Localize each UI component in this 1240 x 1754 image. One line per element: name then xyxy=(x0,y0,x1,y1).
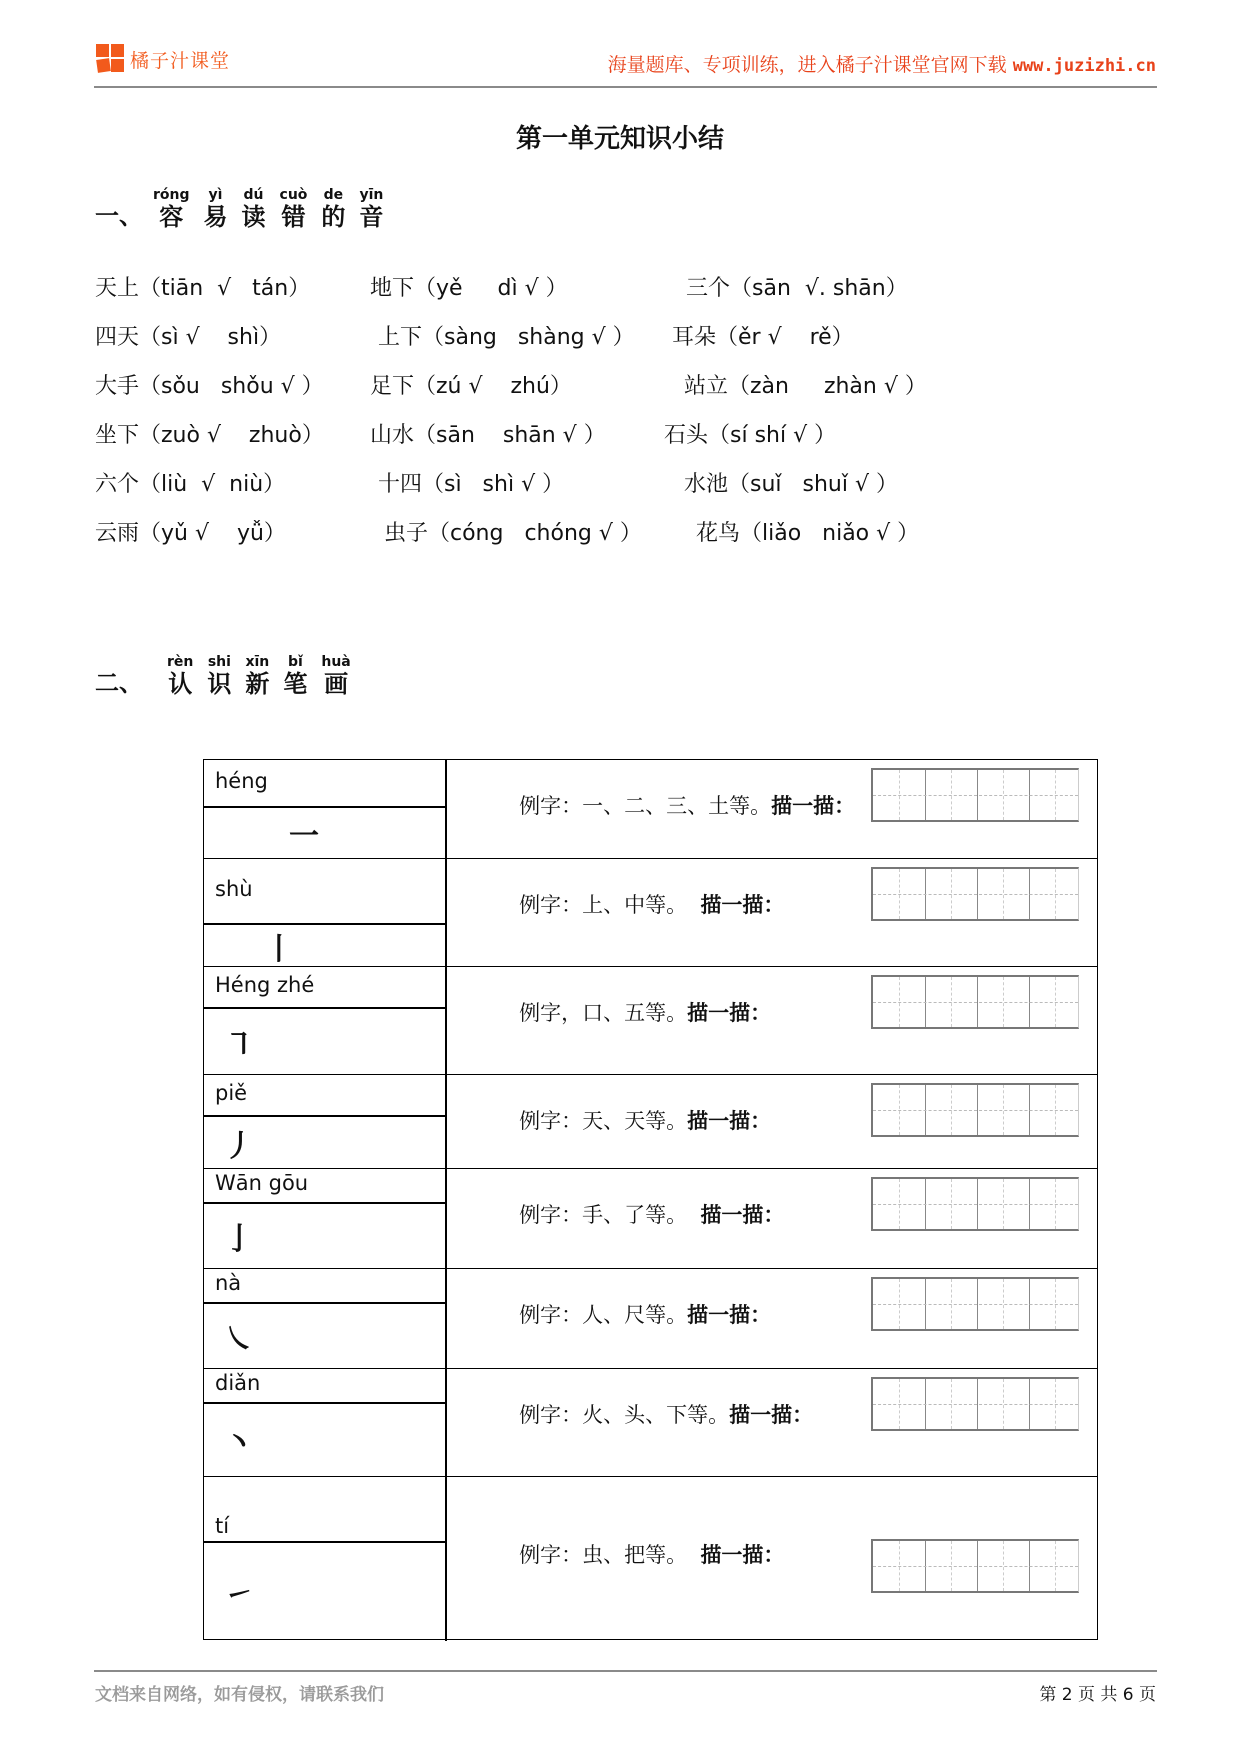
example-chars: 例字：人、尺等。 xyxy=(519,1303,688,1327)
tracing-grid[interactable] xyxy=(871,975,1079,1029)
ruby-char xyxy=(283,654,307,698)
example-chars: 例字：上、中等。 xyxy=(519,893,701,917)
example-cell xyxy=(447,1169,1097,1268)
example-chars: 例字：火、头、下等。 xyxy=(519,1403,730,1427)
stroke-name: Wān gōu xyxy=(204,1169,445,1204)
word-item: 大手（sǒu shǒu √ ） xyxy=(95,374,324,399)
word-item: 虫子（cóng chóng √ ） xyxy=(384,521,642,546)
word-item: 坐下（zuò √ zhuò） xyxy=(95,423,324,448)
stroke-cell xyxy=(204,760,447,858)
stroke-glyph-box xyxy=(204,1304,445,1368)
brand-logo xyxy=(96,44,230,74)
word-item: 耳朵（ěr √ rě） xyxy=(672,325,854,350)
trace-label: 描一描： xyxy=(700,1542,785,1567)
trace-label: 描一描： xyxy=(700,1202,785,1227)
tracing-grid[interactable] xyxy=(871,1377,1079,1431)
word-item: 地下（yě dì √ ） xyxy=(370,276,568,301)
word-item: 足下（zú √ zhú） xyxy=(370,374,572,399)
example-cell xyxy=(447,1269,1097,1368)
hanzi: 容 xyxy=(159,202,184,231)
stroke-row xyxy=(204,1168,1097,1268)
stroke-row xyxy=(204,1368,1097,1476)
tracing-grid[interactable] xyxy=(871,867,1079,921)
pinyin: bǐ xyxy=(287,654,303,670)
footer-divider xyxy=(94,1670,1157,1672)
ruby-char xyxy=(242,187,266,231)
pinyin: dú xyxy=(243,187,264,203)
stroke-glyph: 丶 xyxy=(224,1426,254,1461)
stroke-row xyxy=(204,858,1097,966)
tracing-grid[interactable] xyxy=(871,768,1079,822)
stroke-glyph-box xyxy=(204,1117,445,1168)
hanzi: 错 xyxy=(281,202,306,231)
stroke-name: tí xyxy=(204,1477,445,1543)
word-item: 站立（zàn zhàn √ ） xyxy=(684,374,927,399)
pinyin: huà xyxy=(321,654,351,670)
trace-label: 描一描： xyxy=(687,1000,772,1025)
stroke-row xyxy=(204,1268,1097,1368)
example-text xyxy=(459,1275,771,1353)
example-text xyxy=(459,973,771,1051)
section-2-heading xyxy=(95,643,365,698)
pinyin: róng xyxy=(153,187,190,203)
hanzi: 易 xyxy=(203,202,228,231)
section-number: 一、 xyxy=(95,201,143,230)
example-chars: 例字：一、二、三、土等。 xyxy=(519,794,772,818)
stroke-glyph: 丨 xyxy=(264,931,294,967)
pinyin: rèn xyxy=(167,654,194,670)
stroke-glyph: ㇀ xyxy=(224,1578,254,1613)
stroke-glyph-box xyxy=(204,1404,445,1476)
pinyin: yīn xyxy=(359,187,384,203)
ruby-char xyxy=(321,654,350,698)
example-cell xyxy=(447,1369,1097,1476)
hanzi: 认 xyxy=(168,669,193,698)
ruby-char xyxy=(153,187,190,231)
tracing-grid[interactable] xyxy=(871,1277,1079,1331)
example-cell xyxy=(447,967,1097,1074)
tracing-grid[interactable] xyxy=(871,1177,1079,1231)
hanzi: 的 xyxy=(321,202,346,231)
header-tagline xyxy=(608,50,1156,77)
example-cell xyxy=(447,1477,1097,1641)
example-cell xyxy=(447,760,1097,858)
stroke-cell xyxy=(204,1269,447,1368)
stroke-glyph-box xyxy=(204,1009,445,1074)
word-item: 云雨（yǔ √ yǚ） xyxy=(95,521,286,546)
stroke-cell xyxy=(204,1075,447,1168)
stroke-name: diǎn xyxy=(204,1369,445,1404)
hanzi: 读 xyxy=(241,202,266,231)
ruby-char xyxy=(321,187,345,231)
stroke-name: nà xyxy=(204,1269,445,1304)
example-cell xyxy=(447,859,1097,966)
section-1-heading xyxy=(95,176,397,231)
stroke-name: piě xyxy=(204,1075,445,1117)
word-item: 六个（liù √ niù） xyxy=(95,472,286,497)
page-indicator: 第 2 页 共 6 页 xyxy=(1039,1685,1156,1705)
stroke-table xyxy=(203,759,1098,1640)
stroke-glyph: ㇕ xyxy=(224,1027,254,1063)
brand-name: 橘子汁课堂 xyxy=(130,49,231,72)
word-item: 上下（sàng shàng √ ） xyxy=(378,325,635,350)
example-text xyxy=(459,1081,771,1159)
section-number: 二、 xyxy=(95,668,143,697)
word-item: 山水（sān shān √ ） xyxy=(370,423,606,448)
stroke-glyph-box xyxy=(204,808,445,858)
pinyin: yì xyxy=(208,187,223,203)
tagline-text: 海量题库、专项训练，进入橘子汁课堂官网下载 xyxy=(607,54,1007,76)
stroke-glyph-box xyxy=(204,1543,445,1641)
ruby-char xyxy=(245,654,269,698)
example-text xyxy=(459,865,784,943)
logo-icon xyxy=(96,44,126,74)
word-item: 十四（sì shì √ ） xyxy=(378,472,565,497)
stroke-name: shù xyxy=(204,859,445,925)
ruby-char xyxy=(207,654,231,698)
stroke-name: héng xyxy=(204,760,445,808)
example-chars: 例字，口、五等。 xyxy=(519,1001,688,1025)
stroke-row xyxy=(204,966,1097,1074)
word-item: 天上（tiān √ tán） xyxy=(95,276,311,301)
example-cell xyxy=(447,1075,1097,1168)
stroke-glyph-box xyxy=(204,1204,445,1268)
example-chars: 例字：虫、把等。 xyxy=(519,1543,701,1567)
ruby-char xyxy=(280,187,308,231)
stroke-row xyxy=(204,1074,1097,1168)
word-item: 水池（suǐ shuǐ √ ） xyxy=(684,472,898,497)
stroke-cell xyxy=(204,967,447,1074)
stroke-glyph: 亅 xyxy=(224,1222,254,1257)
example-text xyxy=(459,766,855,844)
header-divider xyxy=(94,86,1157,88)
trace-label: 描一描： xyxy=(771,793,856,818)
word-item: 四天（sì √ shì） xyxy=(95,325,282,350)
word-item: 石头（sí shí √ ） xyxy=(664,423,837,448)
example-chars: 例字：天、天等。 xyxy=(519,1109,688,1133)
pinyin: cuò xyxy=(279,187,308,203)
hanzi: 画 xyxy=(324,669,349,698)
ruby-char xyxy=(204,187,228,231)
example-text xyxy=(459,1175,784,1253)
page-title: 第一单元知识小结 xyxy=(515,124,724,154)
stroke-cell xyxy=(204,859,447,966)
hanzi: 新 xyxy=(245,669,270,698)
example-chars: 例字：手、了等。 xyxy=(519,1203,701,1227)
ruby-char xyxy=(359,187,383,231)
hanzi: 音 xyxy=(359,202,384,231)
stroke-glyph: ㇏ xyxy=(224,1322,254,1357)
stroke-cell xyxy=(204,1477,447,1641)
stroke-name: Héng zhé xyxy=(204,967,445,1009)
stroke-row xyxy=(204,760,1097,858)
stroke-cell xyxy=(204,1369,447,1476)
ruby-char xyxy=(167,654,193,698)
hanzi: 识 xyxy=(207,669,232,698)
footer-disclaimer: 文档来自网络，如有侵权，请联系我们 xyxy=(95,1685,384,1705)
trace-label: 描一描： xyxy=(700,892,785,917)
tracing-grid[interactable] xyxy=(871,1539,1079,1593)
trace-label: 描一描： xyxy=(687,1302,772,1327)
stroke-glyph: 丿 xyxy=(224,1128,254,1164)
example-text xyxy=(459,1375,813,1453)
stroke-glyph: 一 xyxy=(289,819,319,854)
stroke-row xyxy=(204,1476,1097,1641)
word-item: 花鸟（liǎo niǎo √ ） xyxy=(696,521,920,546)
hanzi: 笔 xyxy=(283,669,308,698)
pinyin: shi xyxy=(207,654,231,670)
example-text xyxy=(459,1515,784,1593)
tracing-grid[interactable] xyxy=(871,1083,1079,1137)
pinyin: xīn xyxy=(245,654,270,670)
trace-label: 描一描： xyxy=(687,1108,772,1133)
site-url[interactable]: www.juzizhi.cn xyxy=(1012,56,1156,76)
trace-label: 描一描： xyxy=(729,1402,814,1427)
stroke-cell xyxy=(204,1169,447,1268)
pinyin: de xyxy=(323,187,344,203)
word-item: 三个（sān √. shān） xyxy=(686,276,908,301)
stroke-glyph-box xyxy=(204,925,445,966)
